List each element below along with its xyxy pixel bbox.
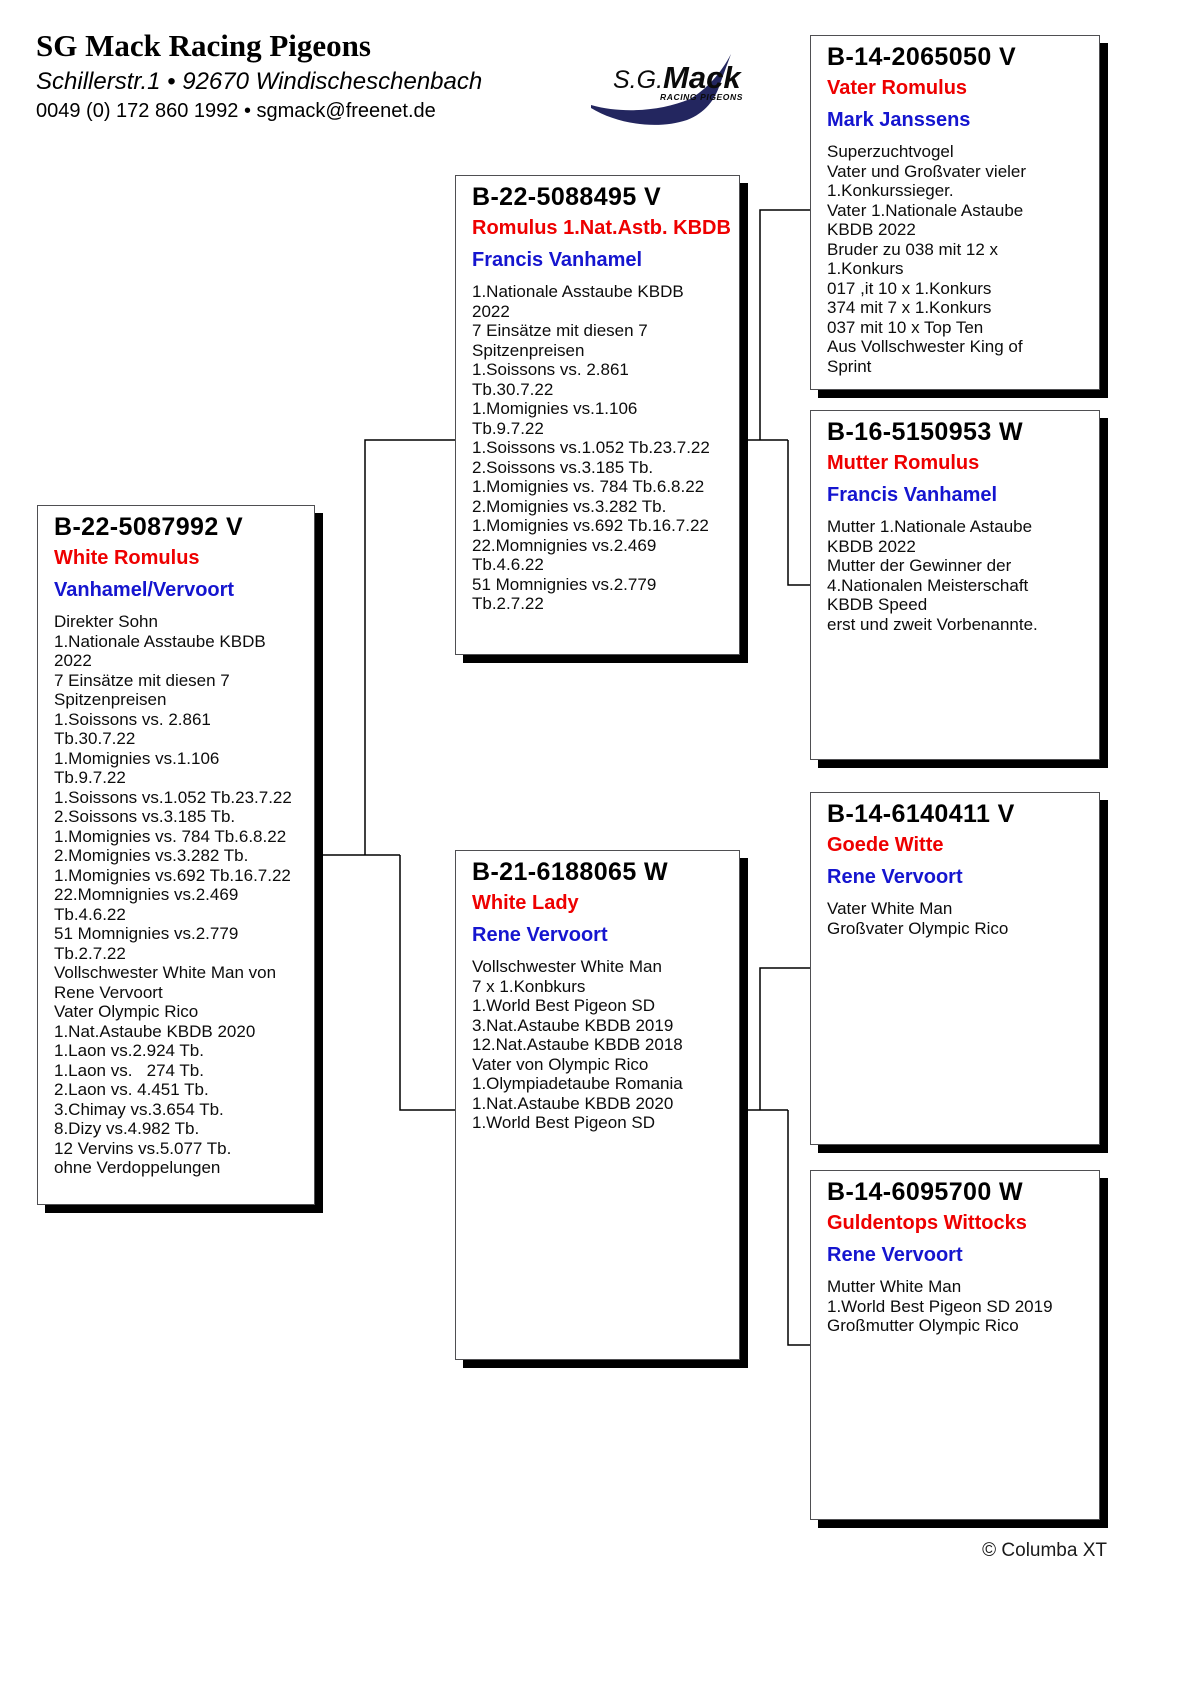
ring-number: B-21-6188065 W [472, 858, 668, 886]
pigeon-name: Mutter Romulus [827, 452, 980, 474]
ring-number: B-14-2065050 V [827, 43, 1017, 71]
logo-word: Mack [663, 60, 741, 95]
fancier-name: Francis Vanhamel [472, 249, 643, 271]
pigeon-name: Vater Romulus [827, 77, 968, 99]
pigeon-name: Romulus 1.Nat.Astb. KBDB [472, 217, 731, 239]
pigeon-details: Mutter 1.Nationale Astaube KBDB 2022 Mutter der Gewinner der 4.Nationalen Meisterschaft KBDB Speed erst und zweit Vorbenannte. [827, 517, 1038, 634]
loft-title: SG Mack Racing Pigeons [36, 28, 371, 63]
fancier-name: Rene Vervoort [827, 866, 963, 888]
fancier-name: Francis Vanhamel [827, 484, 998, 506]
pigeon-details: Mutter White Man 1.World Best Pigeon SD 2019 Großmutter Olympic Rico [827, 1277, 1053, 1335]
loft-contact: 0049 (0) 172 860 1992 • sgmack@freenet.de [36, 100, 436, 122]
box-maternal-grandsire [810, 792, 1100, 1145]
logo-subtitle: RACING PIGEONS [660, 92, 744, 102]
box-dam [455, 850, 740, 1360]
fancier-name: Mark Janssens [827, 109, 971, 131]
pigeon-details: Direkter Sohn 1.Nationale Asstaube KBDB 2022 7 Einsätze mit diesen 7 Spitzenpreisen 1.Soissons vs. 2.861 Tb.30.7.22 1.Momignies vs.1.106 Tb.9.7.22 1.Soissons vs.1.052 Tb.23.7.22 2.Soissons vs.3.185 Tb. 1.Momignies vs. 784 Tb.6.8.22 2.Momignies vs.3.282 Tb. 1.Momignies vs.692 Tb.16.7.22 22.Momnignies vs.2.469 Tb.4.6.22 51 Momnignies vs.2.779 Tb.2.7.22 Vollschwester White Man von Rene Vervoort Vater Olympic Rico 1.Nat.Astaube KBDB 2020 1.Laon vs.2.924 Tb. 1.Laon vs. 274 Tb. 2.Laon vs. 4.451 Tb. 3.Chimay vs.3.654 Tb. 8.Dizy vs.4.982 Tb. 12 Vervins vs.5.077 Tb. ohne Verdoppelungen [54, 612, 292, 1177]
pigeon-name: White Lady [472, 892, 579, 914]
pigeon-details: Vater White Man Großvater Olympic Rico [827, 899, 1009, 938]
ring-number: B-22-5087992 V [54, 513, 244, 541]
box-paternal-granddam [810, 410, 1100, 760]
pigeon-name: White Romulus [54, 547, 200, 569]
software-credit: © Columba XT [982, 1540, 1107, 1561]
pigeon-details: 1.Nationale Asstaube KBDB 2022 7 Einsätze mit diesen 7 Spitzenpreisen 1.Soissons vs. 2.861 Tb.30.7.22 1.Momignies vs.1.106 Tb.9.7.22 1.Soissons vs.1.052 Tb.23.7.22 2.Soissons vs.3.185 Tb. 1.Momignies vs. 784 Tb.6.8.22 2.Momignies vs.3.282 Tb. 1.Momignies vs.692 Tb.16.7.22 22.Momnignies vs.2.469 Tb.4.6.22 51 Momnignies vs.2.779 Tb.2.7.22 [472, 282, 710, 613]
ring-number: B-16-5150953 W [827, 418, 1023, 446]
box-sire [455, 175, 740, 655]
box-paternal-grandsire [810, 35, 1100, 390]
fancier-name: Rene Vervoort [827, 1244, 963, 1266]
pigeon-name: Goede Witte [827, 834, 944, 856]
loft-address: Schillerstr.1 • 92670 Windischeschenbach [36, 68, 483, 95]
pigeon-name: Guldentops Wittocks [827, 1212, 1027, 1234]
logo-prefix: S.G. [613, 66, 664, 94]
box-maternal-granddam [810, 1170, 1100, 1520]
fancier-name: Vanhamel/Vervoort [54, 579, 235, 601]
box-subject [37, 505, 315, 1205]
ring-number: B-14-6095700 W [827, 1178, 1023, 1206]
pigeon-details: Vollschwester White Man 7 x 1.Konbkurs 1.World Best Pigeon SD 3.Nat.Astaube KBDB 2019 12.Nat.Astaube KBDB 2018 Vater von Olympic Rico 1.Olympiadetaube Romania 1.Nat.Astaube KBDB 2020 1.World Best Pigeon SD [472, 957, 683, 1132]
ring-number: B-14-6140411 V [827, 800, 1015, 828]
fancier-name: Rene Vervoort [472, 924, 608, 946]
pigeon-details: Superzuchtvogel Vater und Großvater vieler 1.Konkurssieger. Vater 1.Nationale Astaube KBDB 2022 Bruder zu 038 mit 12 x 1.Konkurs 017 ,it 10 x 1.Konkurs 374 mit 7 x 1.Konkurs 037 mit 10 x Top Ten Aus Vollschwester King of Sprint [827, 142, 1027, 376]
ring-number: B-22-5088495 V [472, 183, 662, 211]
